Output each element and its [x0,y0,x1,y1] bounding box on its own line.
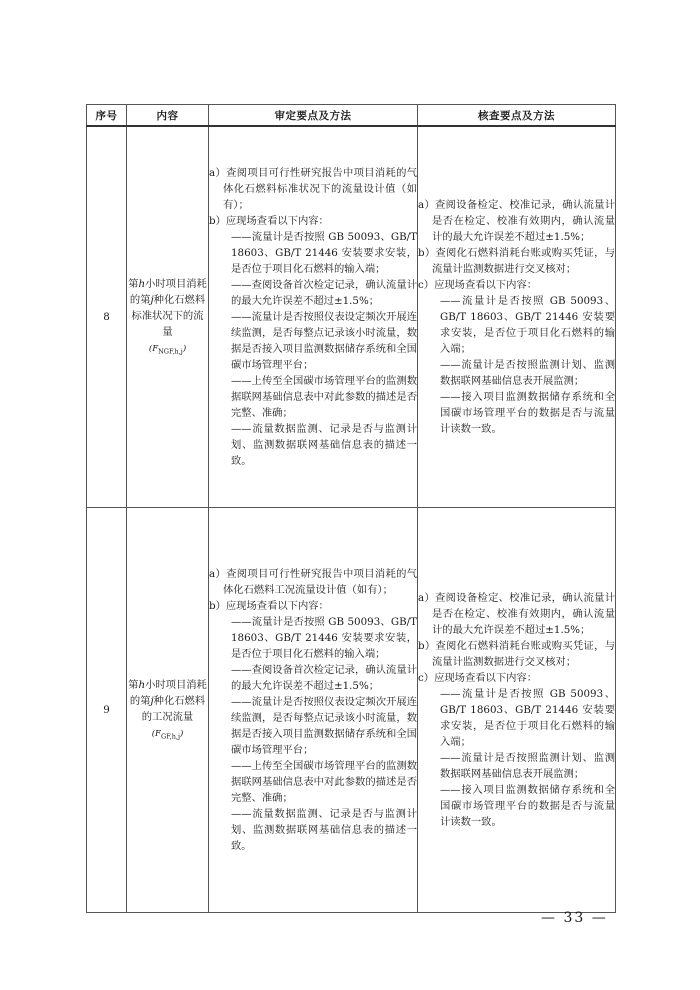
header-check: 核查要点及方法 [418,105,616,127]
review-item: ——查阅设备首次检定记录，确认流量计的最大允许误差不超过±1.5%； [231,664,417,692]
table-header-row [87,105,616,127]
parameter-symbol: $(F_{NGF,h,j})$ [148,343,187,356]
check-item: ——流量计是否按照 GB 50093、GB/T 18603、GB/T 21446 安装要求安装，是否位于项目化石燃料的输入端； [440,295,615,355]
check-item: b）查阅化石燃料消耗台账或购买凭证，与流量计监测数据进行交叉核对； [418,640,615,668]
review-item: ——流量计是否按照仪表设定频次开展连续监测，是否每整点记录该小时流量，数据是否接入项目监测数据储存系统和全国碳市场管理平台； [231,696,417,756]
review-item: ——流量数据监测、记录是否与监测计划、监测数据联网基础信息表的描述一致。 [231,423,417,467]
header-seq: 序号 [87,105,127,127]
check-item: ——流量计是否按照监测计划、监测数据联网基础信息表开展监测； [440,359,615,387]
review-item: b）应现场查看以下内容： [209,600,329,612]
review-item: a）查阅项目可行性研究报告中项目消耗的气体化石燃料工况流量设计值（如有）； [209,568,417,596]
check-item: c）应现场查看以下内容： [418,672,538,684]
row-number: 8 [87,126,127,508]
review-item: ——流量数据监测、记录是否与监测计划、监测数据联网基础信息表的描述一致。 [231,808,417,852]
table-row [87,508,616,913]
check-item: ——接入项目监测数据储存系统和全国碳市场管理平台的数据是否与流量计读数一致。 [440,784,615,828]
parameter-description: 第h小时项目消耗的第j种化石燃料标准状况下的流量 $(F_{NGF,h,j})$ [127,126,209,508]
check-points [418,508,616,913]
validation-table [86,104,616,913]
parameter-description: 第h小时项目消耗的第j种化石燃料的工况流量 $(F_{GF,h,j})$ [127,508,209,913]
review-item: ——流量计是否按照 GB 50093、GB/T 18603、GB/T 21446 安装要求安装，是否位于项目化石燃料的输入端； [231,231,417,275]
check-item: ——流量计是否按照监测计划、监测数据联网基础信息表开展监测； [440,752,615,780]
review-item: ——流量计是否按照 GB 50093、GB/T 18603、GB/T 21446 安装要求安装，是否位于项目化石燃料的输入端； [231,616,417,660]
check-points [418,126,616,508]
review-item: ——上传至全国碳市场管理平台的监测数据联网基础信息表中对此参数的描述是否完整、准确； [231,760,417,804]
check-item: a）查阅设备检定、校准记录，确认流量计是否在检定、校准有效期内，确认流量计的最大允许误差不超过±1.5%； [418,592,615,636]
page-number: — 33 — [541,910,608,926]
review-item: ——流量计是否按照仪表设定频次开展连续监测，是否每整点记录该小时流量，数据是否接入项目监测数据储存系统和全国碳市场管理平台； [231,311,417,371]
review-points [209,126,418,508]
review-item: ——查阅设备首次检定记录，确认流量计的最大允许误差不超过±1.5%； [231,279,417,307]
review-points [209,508,418,913]
header-content: 内容 [127,105,209,127]
check-item: ——流量计是否按照 GB 50093、GB/T 18603、GB/T 21446 安装要求安装，是否位于项目化石燃料的输入端； [440,688,615,748]
review-item: ——上传至全国碳市场管理平台的监测数据联网基础信息表中对此参数的描述是否完整、准确； [231,375,417,419]
check-item: a）查阅设备检定、校准记录，确认流量计是否在检定、校准有效期内，确认流量计的最大允许误差不超过±1.5%； [418,199,615,243]
check-item: b）查阅化石燃料消耗台账或购买凭证，与流量计监测数据进行交叉核对； [418,247,615,275]
row-number: 9 [87,508,127,913]
review-item: b）应现场查看以下内容： [209,215,329,227]
parameter-symbol: $(F_{GF,h,j})$ [151,728,184,741]
check-item: ——接入项目监测数据储存系统和全国碳市场管理平台的数据是否与流量计读数一致。 [440,391,615,435]
review-item: a）查阅项目可行性研究报告中项目消耗的气体化石燃料标准状况下的流量设计值（如有）； [209,167,417,211]
check-item: c）应现场查看以下内容： [418,279,538,291]
header-review: 审定要点及方法 [209,105,418,127]
table-row [87,126,616,508]
